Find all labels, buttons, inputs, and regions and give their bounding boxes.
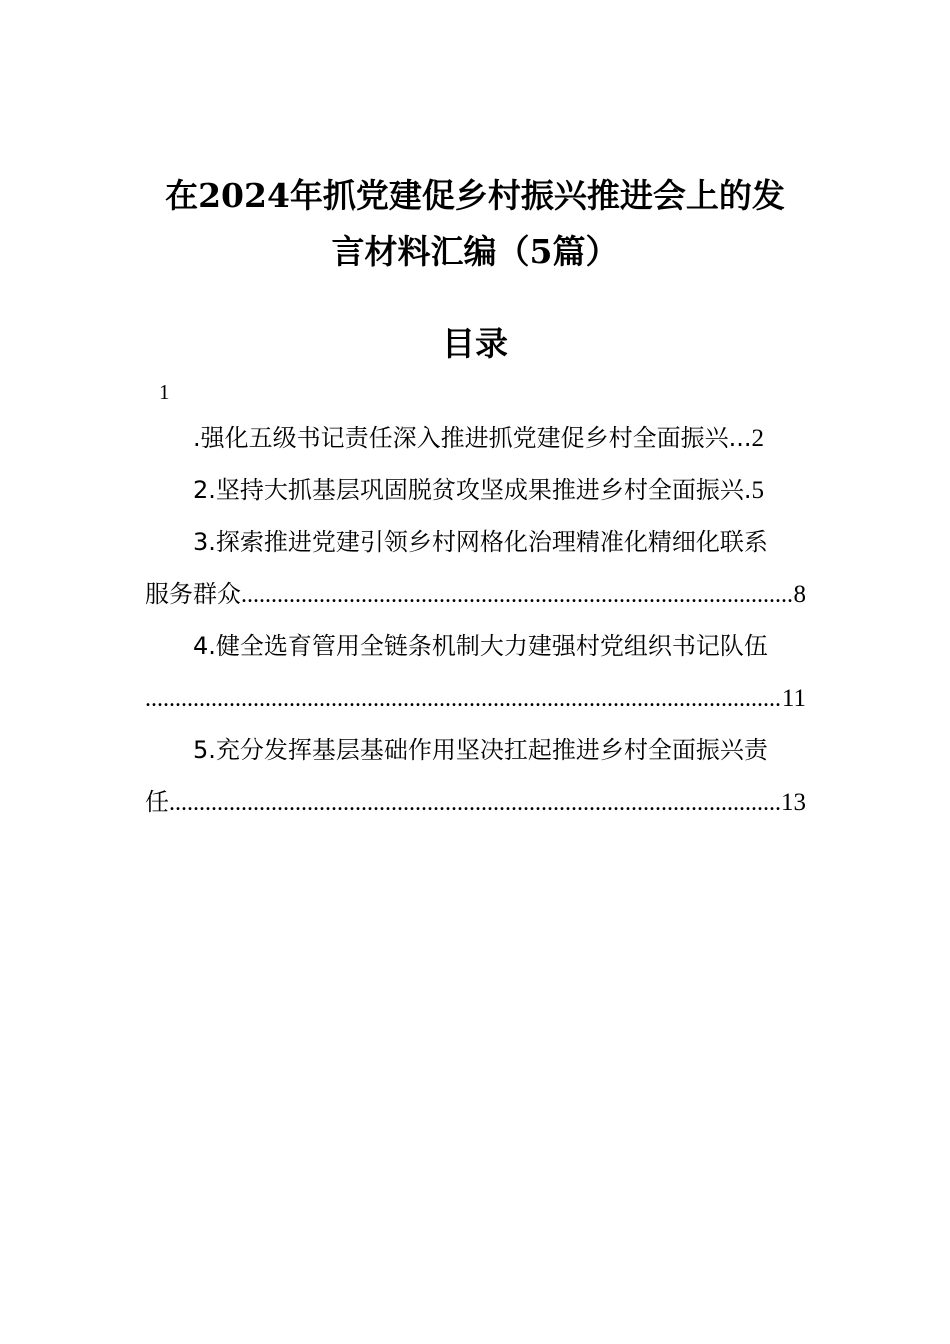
toc-entry-page: 5 bbox=[751, 477, 765, 504]
toc-entry-line-continued bbox=[145, 672, 806, 724]
toc-entry-page: 8 bbox=[793, 581, 806, 608]
toc-entry-line-continued bbox=[145, 568, 806, 620]
toc-entry-page: 13 bbox=[781, 789, 806, 816]
toc-entry-5[interactable] bbox=[145, 724, 806, 828]
toc-dot-leader bbox=[145, 672, 782, 725]
toc-entry-title: .强化五级书记责任深入推进抓党建促乡村全面振兴... bbox=[193, 424, 752, 452]
table-of-contents bbox=[145, 412, 806, 828]
toc-entry-line bbox=[145, 516, 806, 568]
toc-entry-page: 11 bbox=[781, 685, 806, 712]
toc-heading: 目录 bbox=[442, 324, 508, 363]
toc-entry-title-continued: 任 bbox=[145, 788, 169, 816]
toc-entry-1[interactable] bbox=[145, 412, 806, 464]
toc-entry-title: 2.坚持大抓基层巩固脱贫攻坚成果推进乡村全面振兴. bbox=[193, 476, 752, 504]
toc-dot-leader bbox=[169, 776, 781, 829]
toc-entry-2[interactable] bbox=[145, 464, 806, 516]
toc-entry-title: 5.充分发挥基层基础作用坚决扛起推进乡村全面振兴责 bbox=[193, 736, 768, 764]
toc-dot-leader bbox=[241, 568, 794, 621]
title-line-1: 在2024年抓党建促乡村振兴推进会上的发 bbox=[165, 176, 785, 215]
toc-entry-4[interactable] bbox=[145, 620, 806, 724]
toc-entry-title: 3.探索推进党建引领乡村网格化治理精准化精细化联系 bbox=[193, 528, 768, 556]
toc-entry-line bbox=[145, 464, 806, 516]
toc-entry-line bbox=[145, 724, 806, 776]
toc-entry-line-continued bbox=[145, 776, 806, 828]
toc-entry-line bbox=[145, 620, 806, 672]
document-title bbox=[140, 168, 810, 280]
toc-entry-page: 2 bbox=[751, 425, 765, 452]
toc-entry-line bbox=[145, 412, 806, 464]
stray-number: 1 bbox=[159, 380, 170, 404]
title-line-2: 言材料汇编（5篇） bbox=[331, 232, 619, 271]
toc-entry-3[interactable] bbox=[145, 516, 806, 620]
toc-entry-title-continued: 服务群众 bbox=[145, 580, 241, 608]
toc-entry-title: 4.健全选育管用全链条机制大力建强村党组织书记队伍 bbox=[193, 632, 768, 660]
